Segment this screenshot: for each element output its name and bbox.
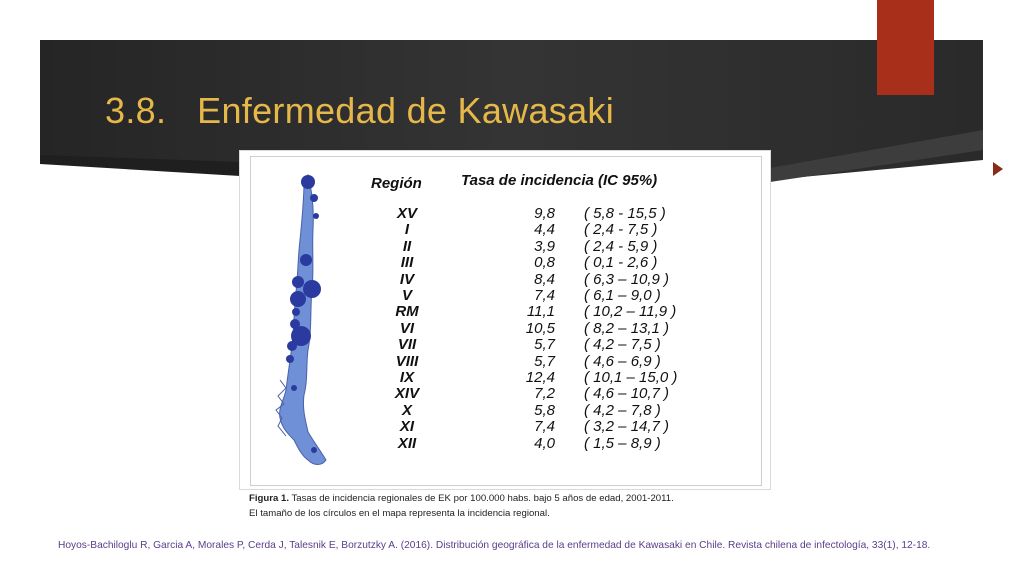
map-dot xyxy=(311,447,317,453)
map-dot xyxy=(301,175,315,189)
rate-cell: 8,4 xyxy=(534,270,555,288)
header-region: Región xyxy=(371,175,422,192)
ci-cell: ( 4,6 – 10,7 ) xyxy=(584,385,670,403)
ci-cell: ( 6,3 – 10,9 ) xyxy=(584,270,670,288)
ci-cell: ( 3,2 – 14,7 ) xyxy=(584,418,670,436)
ci-cell: ( 0,1 - 2,6 ) xyxy=(584,254,658,272)
ci-cell: ( 6,1 – 9,0 ) xyxy=(584,287,661,304)
rate-cell: 0,8 xyxy=(534,254,555,272)
rate-cell: 4,4 xyxy=(534,221,555,239)
ci-cell: ( 4,2 – 7,8 ) xyxy=(584,401,661,419)
region-cell: VII xyxy=(397,336,417,354)
region-cell: XIV xyxy=(394,385,420,403)
rate-cell: 10,5 xyxy=(525,319,555,337)
region-cell: VI xyxy=(399,319,415,337)
next-arrow-icon[interactable] xyxy=(992,161,1004,177)
rate-cell: 4,0 xyxy=(534,434,555,452)
ci-cell: ( 5,8 - 15,5 ) xyxy=(584,205,666,222)
region-cell: XII xyxy=(397,434,417,452)
rate-cell: 11,1 xyxy=(526,303,555,321)
region-cell: I xyxy=(404,221,410,239)
region-cell: II xyxy=(402,237,412,255)
rate-cell: 12,4 xyxy=(525,369,555,386)
map-dot xyxy=(291,385,297,391)
ci-cell: ( 2,4 - 7,5 ) xyxy=(584,221,658,239)
rate-cell: 5,7 xyxy=(534,336,555,354)
ci-cell: ( 10,2 – 11,9 ) xyxy=(584,303,677,321)
rate-cell: 5,7 xyxy=(534,352,555,370)
caption-label: Figura 1. xyxy=(249,493,289,504)
slide-title: 3.8. Enfermedad de Kawasaki xyxy=(105,90,614,131)
rate-cell: 9,8 xyxy=(534,205,555,222)
rate-cell: 5,8 xyxy=(534,401,555,419)
region-cell: X xyxy=(401,401,412,419)
map-dot xyxy=(313,213,319,219)
map-dot xyxy=(303,280,321,298)
ci-cell: ( 4,6 – 6,9 ) xyxy=(584,352,661,370)
region-cell: XV xyxy=(396,205,417,222)
header-rate: Tasa de incidencia (IC 95%) xyxy=(461,172,658,189)
region-cell: IV xyxy=(399,270,415,288)
map-dot xyxy=(287,341,297,351)
map-dot xyxy=(310,194,318,202)
ci-cell: ( 8,2 – 13,1 ) xyxy=(584,319,670,337)
region-cell: VIII xyxy=(395,352,419,370)
figure-caption xyxy=(249,491,789,521)
caption-line2: El tamaño de los círculos en el mapa representa la incidencia regional. xyxy=(249,508,550,519)
map-dot xyxy=(300,254,312,266)
ci-cell: ( 4,2 – 7,5 ) xyxy=(584,336,661,354)
rate-cell: 3,9 xyxy=(534,237,555,255)
map-dot xyxy=(286,355,294,363)
map-dot xyxy=(290,291,306,307)
accent-bar xyxy=(877,0,934,95)
rate-cell: 7,4 xyxy=(534,287,555,304)
region-cell: V xyxy=(401,287,412,304)
citation: Hoyos-Bachiloglu R, Garcia A, Morales P, Cerda J, Talesnik E, Borzutzky A. (2016). Distribución geográfica de la enfermedad de Kawasaki en Chile. Revista chilena de infectología, 33(1), 12-18. xyxy=(58,540,931,551)
map-dot xyxy=(292,276,304,288)
caption-line1: Tasas de incidencia regionales de EK por 100.000 habs. bajo 5 años de edad, 2001-2011. xyxy=(291,493,674,504)
ci-cell: ( 10,1 – 15,0 ) xyxy=(584,369,678,386)
region-cell: RM xyxy=(395,303,419,321)
region-cell: III xyxy=(400,254,414,272)
region-cell: XI xyxy=(399,418,415,436)
ci-cell: ( 1,5 – 8,9 ) xyxy=(584,434,661,452)
ci-cell: ( 2,4 - 5,9 ) xyxy=(584,237,658,255)
rate-cell: 7,2 xyxy=(534,385,555,403)
chile-map xyxy=(268,160,348,480)
map-dot xyxy=(292,308,300,316)
rate-cell: 7,4 xyxy=(534,418,555,436)
region-cell: IX xyxy=(399,369,415,386)
